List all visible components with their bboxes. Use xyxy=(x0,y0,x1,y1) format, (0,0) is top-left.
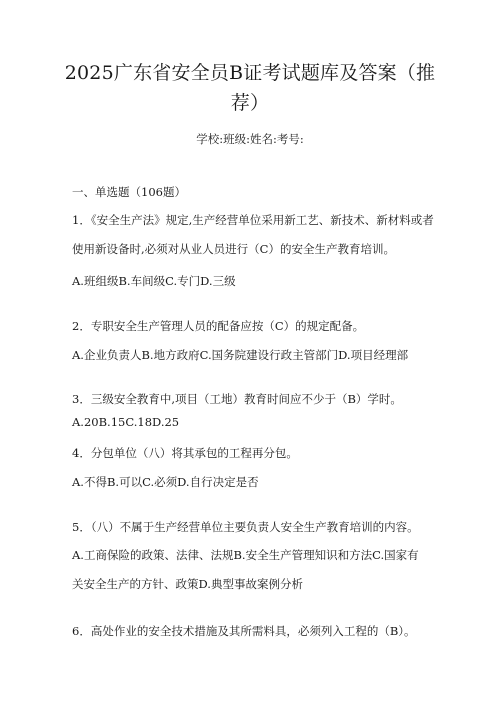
document-title-line-2: 荐） xyxy=(230,92,270,114)
question-1-options: A.班组级B.车间级C.专门D.三级 xyxy=(72,274,236,288)
question-4-stem: 4．分包单位（八）将其承包的工程再分包。 xyxy=(72,446,298,460)
question-2-options: A.企业负责人B.地方政府C.国务院建设行政主管部门D.项目经理部 xyxy=(72,348,409,362)
section-heading: 一、单选题（106题） xyxy=(72,185,186,199)
question-3-options: A.20B.15C.18D.25 xyxy=(72,415,180,429)
question-3-stem: 3．三级安全教育中,项目（工地）教育时间应不少于（B）学时。 xyxy=(72,392,402,406)
question-4-options: A.不得B.可以C.必须D.自行决定是否 xyxy=(72,475,259,489)
question-6-stem: 6．高处作业的安全技术措施及其所需料具，必须列入工程的（B）。 xyxy=(72,624,416,638)
question-1-stem-line-2: 使用新设备时,必须对从业人员进行（C）的安全生产教育培训。 xyxy=(72,242,395,256)
question-5-stem: 5．（八）不属于生产经营单位主要负责人安全生产教育培训的内容。 xyxy=(72,520,419,534)
student-info-line: 学校:班级:姓名:考号: xyxy=(196,132,304,146)
question-5-options-line-2: 关安全生产的方针、政策D.典型事故案例分析 xyxy=(72,577,303,591)
question-1-stem-line-1: 1．《安全生产法》规定,生产经营单位采用新工艺、新技术、新材料或者 xyxy=(72,213,434,227)
document-title-line-1: 2025广东省安全员B证考试题库及答案（推 xyxy=(64,62,436,84)
question-5-options-line-1: A.工商保险的政策、法律、法规B.安全生产管理知识和方法C.国家有 xyxy=(72,548,419,562)
question-2-stem: 2．专职安全生产管理人员的配备应按（C）的规定配备。 xyxy=(72,319,365,333)
